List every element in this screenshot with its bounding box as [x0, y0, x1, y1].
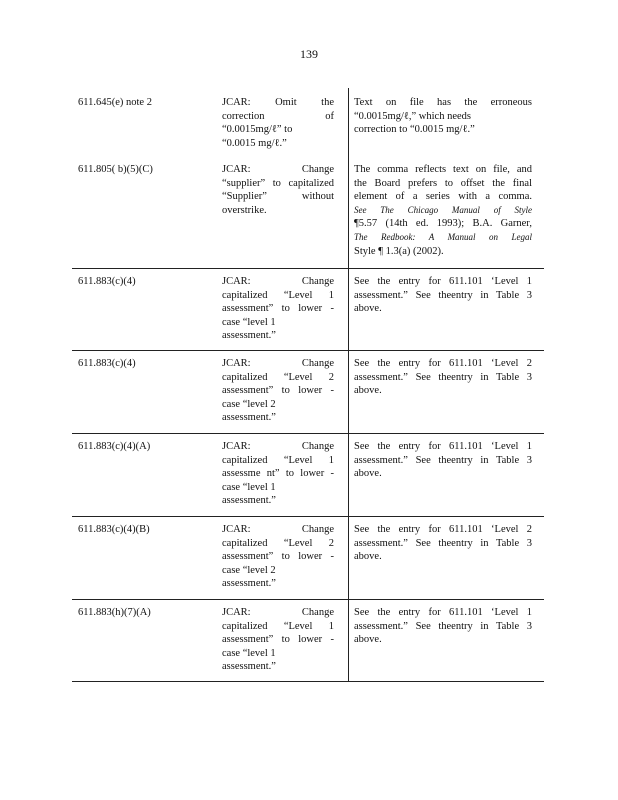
cell-line: case “level 2	[222, 564, 276, 576]
section-cell: 611.883(c)(4)(B)	[78, 524, 150, 535]
cell-line: See The Chicago Manual of Style	[354, 204, 532, 215]
cell-line: case “level 1	[222, 316, 276, 328]
jcar-cell	[222, 96, 334, 150]
cell-line: element of a series with a comma.	[354, 191, 532, 203]
cell-line: assessment.”	[222, 330, 276, 342]
table-row-group	[72, 88, 544, 269]
cell-line: assessment.”	[222, 412, 276, 424]
jcar-cell	[222, 275, 334, 343]
cell-line: assessment” to lower -	[222, 551, 334, 563]
section-cell: 611.805( b)(5)(C)	[78, 164, 153, 175]
cell-line: The Redbook: A Manual on Legal	[354, 231, 532, 242]
cell-line: overstrike.	[222, 204, 267, 216]
cell-line: capitalized “Level 1	[222, 620, 334, 632]
cell-line: assessment” to lower -	[222, 385, 334, 397]
cell-line: JCAR: Change	[222, 524, 334, 535]
cell-line: ¶5.57 (14th ed. 1993); B.A. Garner,	[354, 218, 532, 230]
cell-line: See the entry for 611.101 ‘Level 2	[354, 358, 532, 369]
jcar-cell	[222, 440, 334, 508]
cell-line: “supplier” to capitalized	[222, 177, 334, 189]
cell-line: The comma reflects text on file, and	[354, 164, 532, 175]
jcar-cell	[222, 163, 334, 217]
cell-line: “0.0015mg/ℓ” to	[222, 124, 293, 136]
cell-line: assessment.” See theentry in Table 3	[354, 289, 532, 301]
cell-line: above.	[354, 385, 382, 397]
cell-line: above.	[354, 303, 382, 315]
jcar-cell	[222, 523, 334, 591]
table-row	[72, 351, 544, 434]
cell-line: correction of	[222, 110, 334, 122]
cell-line: assessment” to lower -	[222, 634, 334, 646]
page-number: 139	[300, 47, 318, 61]
column-divider	[348, 88, 349, 268]
cell-line: above.	[354, 551, 382, 563]
cell-line: Text on file has the erroneous	[354, 97, 532, 108]
cell-line: capitalized “Level 2	[222, 537, 334, 549]
section-cell: 611.645(e) note 2	[78, 97, 152, 108]
cell-line: assessment.” See theentry in Table 3	[354, 620, 532, 632]
column-divider	[348, 434, 349, 516]
section-cell: 611.883(c)(4)(A)	[78, 441, 151, 452]
cell-line: JCAR: Change	[222, 607, 334, 618]
cell-line: above.	[354, 634, 382, 646]
cell-line: assessment.”	[222, 578, 276, 590]
response-cell	[354, 523, 532, 564]
table-row	[72, 269, 544, 351]
cell-line: case “level 1	[222, 647, 276, 659]
section-cell: 611.883(c)(4)	[78, 358, 136, 369]
column-divider	[348, 517, 349, 599]
cell-line: “Supplier” without	[222, 191, 334, 203]
cell-line: capitalized “Level 1	[222, 454, 334, 466]
cell-line: JCAR: Change	[222, 164, 334, 175]
cell-line: above.	[354, 468, 382, 480]
column-divider	[348, 600, 349, 681]
cell-line: assessme nt” to lower -	[222, 468, 334, 480]
cell-line: assessment.” See theentry in Table 3	[354, 454, 532, 466]
cell-line: assessment.”	[222, 495, 276, 507]
column-divider	[348, 269, 349, 350]
response-cell	[354, 440, 532, 481]
response-cell	[354, 163, 532, 258]
response-cell	[354, 606, 532, 647]
table-row	[72, 517, 544, 600]
cell-line: case “level 2	[222, 398, 276, 410]
cell-line: See the entry for 611.101 ‘Level 1	[354, 607, 532, 618]
cell-line: correction to “0.0015 mg/ℓ.”	[354, 124, 475, 136]
column-divider	[348, 351, 349, 433]
table-row	[72, 434, 544, 517]
cell-line: the Board prefers to offset the final	[354, 177, 532, 189]
cell-line: assessment.” See theentry in Table 3	[354, 537, 532, 549]
cell-line: “0.0015mg/ℓ,” which needs	[354, 110, 472, 122]
cell-line: capitalized “Level 2	[222, 371, 334, 383]
cell-line: case “level 1	[222, 481, 276, 493]
jcar-cell	[222, 357, 334, 425]
cell-line: assessment.”	[222, 661, 276, 673]
amendments-table	[72, 88, 544, 682]
cell-line: See the entry for 611.101 ‘Level 2	[354, 524, 532, 535]
cell-line: See the entry for 611.101 ‘Level 1	[354, 441, 532, 452]
table-row	[72, 600, 544, 682]
cell-line: See the entry for 611.101 ‘Level 1	[354, 276, 532, 287]
jcar-cell	[222, 606, 334, 674]
section-cell: 611.883(c)(4)	[78, 276, 136, 287]
cell-line: JCAR: Change	[222, 358, 334, 369]
cell-line: JCAR: Change	[222, 276, 334, 287]
cell-line: JCAR: Omit the	[222, 97, 334, 108]
response-cell	[354, 357, 532, 398]
cell-line: Style ¶ 1.3(a) (2002).	[354, 245, 444, 257]
response-cell	[354, 96, 532, 137]
cell-line: assessment” to lower -	[222, 303, 334, 315]
cell-line: JCAR: Change	[222, 441, 334, 452]
cell-line: “0.0015 mg/ℓ.”	[222, 137, 287, 149]
section-cell: 611.883(h)(7)(A)	[78, 607, 151, 618]
cell-line: capitalized “Level 1	[222, 289, 334, 301]
cell-line: assessment.” See theentry in Table 3	[354, 371, 532, 383]
response-cell	[354, 275, 532, 316]
